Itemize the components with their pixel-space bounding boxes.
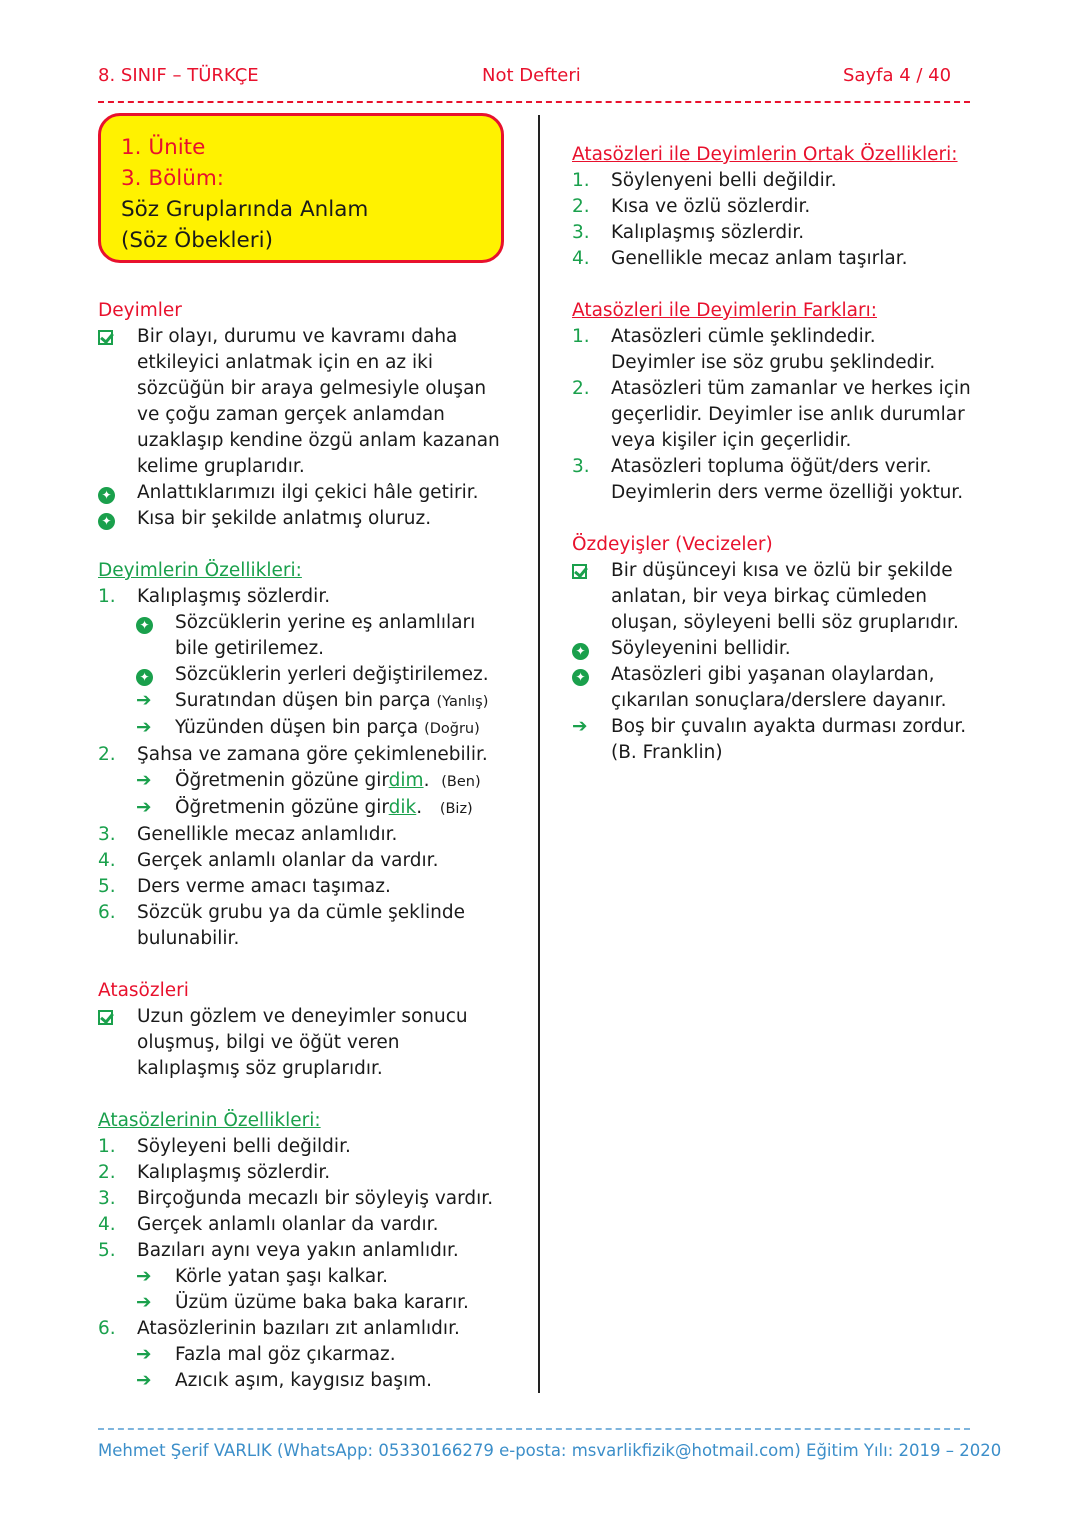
- header-left: 8. SINIF – TÜRKÇE: [98, 65, 259, 86]
- arrow-right-icon: ➔: [136, 1370, 152, 1391]
- ozdeyis-definition: Bir düşünceyi kısa ve özlü bir şekilde anlatan, bir veya birkaç cümleden oluşan, söyleyeni belli söz gruplarıdır.: [572, 558, 992, 636]
- list-item: 3. Birçoğunda mecazlı bir söyleyiş vardır.: [98, 1188, 494, 1209]
- arrow-right-icon: ➔: [136, 717, 152, 738]
- farklar-title: Atasözleri ile Deyimlerin Farkları:: [572, 300, 877, 321]
- checkbox-icon: [572, 564, 587, 579]
- header-center: Not Defteri: [482, 65, 581, 86]
- star-icon: ✦: [572, 669, 589, 686]
- example-item: ➔ Körle yatan şaşı kalkar.: [98, 1264, 538, 1290]
- column-divider: [538, 115, 540, 1393]
- star-icon: ✦: [136, 617, 153, 634]
- example-item: ➔ Öğretmenin gözüne girdim. (Ben): [98, 768, 538, 795]
- example-item: ➔ Fazla mal göz çıkarmaz.: [98, 1342, 538, 1368]
- deyim-ozellikleri-title: Deyimlerin Özellikleri:: [98, 560, 302, 581]
- list-item: 4. Gerçek anlamlı olanlar da vardır.: [98, 850, 439, 871]
- star-icon: ✦: [98, 487, 115, 504]
- unit-box: [98, 113, 504, 263]
- list-item: 2. Kalıplaşmış sözlerdir.: [98, 1162, 331, 1183]
- example-item: ➔ Suratından düşen bin parça (Yanlış): [98, 688, 538, 715]
- list-item: ✦ Kısa bir şekilde anlatmış oluruz.: [98, 506, 538, 532]
- list-item: 2. Atasözleri tüm zamanlar ve herkes için geçerlidir. Deyimler ise anlık durumlar veya kişiler için geçerlidir.: [572, 378, 971, 451]
- example-item: ➔ Boş bir çuvalın ayakta durması zordur. (B. Franklin): [572, 716, 967, 763]
- list-item: 3. Atasözleri topluma öğüt/ders verir. Deyimlerin ders verme özelliği yoktur.: [572, 456, 964, 503]
- list-item: 5. Bazıları aynı veya yakın anlamlıdır.: [98, 1240, 459, 1261]
- arrow-right-icon: ➔: [136, 690, 152, 711]
- sub-item: ✦ Sözcüklerin yerleri değiştirilemez.: [98, 662, 538, 688]
- arrow-right-icon: ➔: [136, 1266, 152, 1287]
- checkbox-icon: [98, 330, 113, 345]
- list-item: 4. Gerçek anlamlı olanlar da vardır.: [98, 1214, 439, 1235]
- list-item: 2. Kısa ve özlü sözlerdir.: [572, 196, 811, 217]
- ozdeyisler-title: Özdeyişler (Vecizeler): [572, 534, 773, 555]
- unit-title: Söz Gruplarında Anlam: [121, 197, 369, 222]
- sub-item: ✦ Sözcüklerin yerine eş anlamlıları bile getirilemez.: [98, 610, 538, 662]
- arrow-right-icon: ➔: [136, 1344, 152, 1365]
- unit-subtitle: (Söz Öbekleri): [121, 228, 273, 253]
- star-icon: ✦: [572, 643, 589, 660]
- arrow-right-icon: ➔: [572, 716, 588, 737]
- list-item: 4. Genellikle mecaz anlam taşırlar.: [572, 248, 908, 269]
- list-item: 1. Kalıplaşmış sözlerdir.: [98, 586, 331, 607]
- example-item: ➔ Üzüm üzüme baka baka kararır.: [98, 1290, 538, 1316]
- example-item: ➔ Yüzünden düşen bin parça (Doğru): [98, 715, 538, 742]
- list-item: 3. Genellikle mecaz anlamlıdır.: [98, 824, 398, 845]
- header-divider: [98, 101, 970, 103]
- atasozleri-definition: Uzun gözlem ve deneyimler sonucu oluşmuş, bilgi ve öğüt veren kalıplaşmış söz gruplarıdır.: [98, 1004, 538, 1082]
- list-item: ✦ Anlattıklarımızı ilgi çekici hâle getirir.: [98, 480, 538, 506]
- list-item: 1. Söyleyeni belli değildir.: [98, 1136, 351, 1157]
- list-item: ✦ Atasözleri gibi yaşanan olaylardan, çıkarılan sonuçlara/derslere dayanır.: [572, 662, 992, 714]
- arrow-right-icon: ➔: [136, 797, 152, 818]
- list-item: 1. Atasözleri cümle şeklindedir. Deyimler ise söz grubu şeklindedir.: [572, 326, 936, 373]
- deyimler-title: Deyimler: [98, 300, 182, 321]
- left-column: [98, 298, 538, 1394]
- header-page: Sayfa 4 / 40: [843, 65, 952, 86]
- example-item: ➔ Öğretmenin gözüne girdik. (Biz): [98, 795, 538, 822]
- arrow-right-icon: ➔: [136, 770, 152, 791]
- list-item: ✦ Söyleyenini bellidir.: [572, 636, 992, 662]
- list-item: 6. Sözcük grubu ya da cümle şeklinde bulunabilir.: [98, 902, 465, 949]
- list-item: 6. Atasözlerinin bazıları zıt anlamlıdır.: [98, 1318, 460, 1339]
- arrow-right-icon: ➔: [136, 1292, 152, 1313]
- footer-divider: [98, 1428, 970, 1430]
- unit-number: 1. Ünite: [121, 135, 206, 160]
- list-item: 5. Ders verme amacı taşımaz.: [98, 876, 391, 897]
- deyimler-definition: Bir olayı, durumu ve kavramı daha etkileyici anlatmak için en az iki sözcüğün bir araya gelmesiyle oluşan ve çoğu zaman gerçek anlamdan uzaklaşıp kendine özgü anlam kazanan kelime gruplarıdır.: [98, 324, 538, 480]
- atasozleri-title: Atasözleri: [98, 980, 189, 1001]
- example-item: ➔ Azıcık aşım, kaygısız başım.: [98, 1368, 538, 1394]
- star-icon: ✦: [136, 669, 153, 686]
- ortak-ozellikler-title: Atasözleri ile Deyimlerin Ortak Özellikleri:: [572, 144, 958, 165]
- section-number: 3. Bölüm:: [121, 166, 225, 191]
- checkbox-icon: [98, 1010, 113, 1025]
- list-item: 2. Şahsa ve zamana göre çekimlenebilir.: [98, 744, 488, 765]
- list-item: 3. Kalıplaşmış sözlerdir.: [572, 222, 805, 243]
- list-item: 1. Söylenyeni belli değildir.: [572, 170, 837, 191]
- right-column: [572, 142, 992, 766]
- star-icon: ✦: [98, 513, 115, 530]
- atasozu-ozellikleri-title: Atasözlerinin Özellikleri:: [98, 1110, 321, 1131]
- footer-text: Mehmet Şerif VARLIK (WhatsApp: 05330166279 e-posta: msvarlikfizik@hotmail.com) Eğitim Yılı: 2019 – 2020: [98, 1441, 1002, 1460]
